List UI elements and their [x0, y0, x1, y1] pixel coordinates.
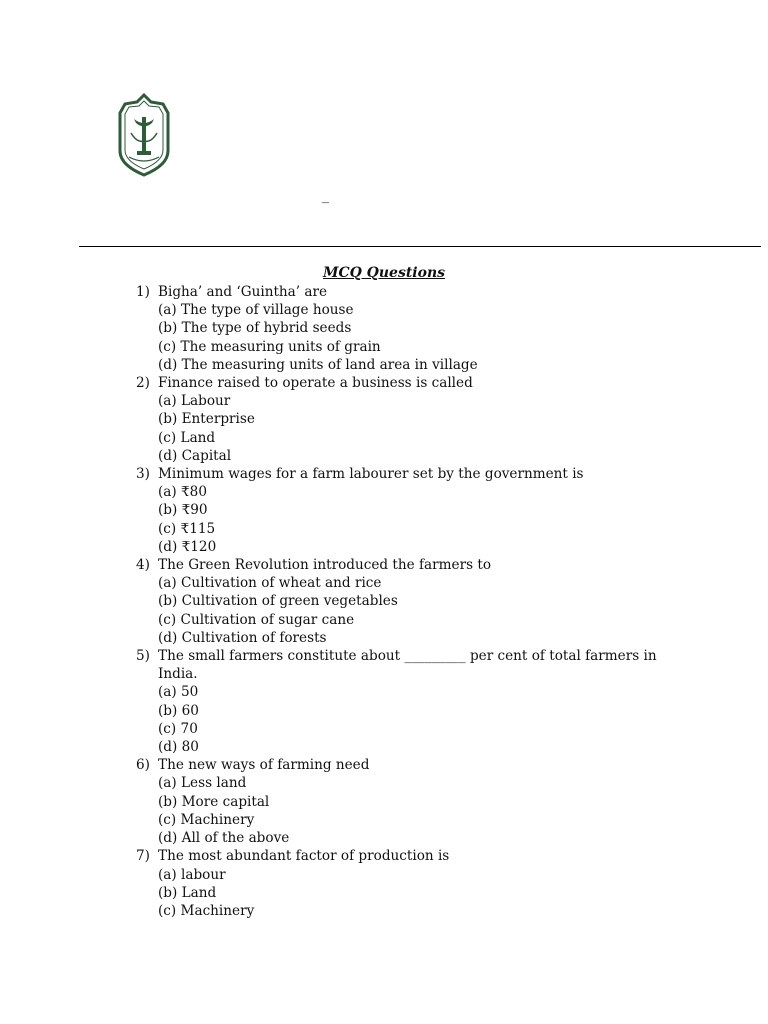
question-text: The most abundant factor of production is	[158, 848, 450, 865]
answer-option: (a) The type of village house	[158, 302, 354, 319]
answer-option: (a) Labour	[158, 393, 231, 410]
answer-option: (d) The measuring units of land area in village	[158, 356, 478, 373]
answer-option: (c) Land	[158, 429, 216, 446]
answer-option: (a) labour	[158, 866, 226, 883]
answer-option: (d) Cultivation of forests	[158, 629, 327, 646]
question-item	[136, 647, 696, 756]
question-item	[136, 556, 696, 647]
answer-option: (b) ₹90	[158, 502, 208, 519]
header-underscore: _	[322, 188, 329, 204]
answer-option: (b) Cultivation of green vegetables	[158, 593, 398, 610]
question-item	[136, 756, 696, 847]
answer-option: (d) 80	[158, 739, 199, 756]
question-item	[136, 374, 696, 465]
question-item	[136, 847, 696, 920]
answer-option: (c) The measuring units of grain	[158, 338, 381, 355]
answer-option: (d) ₹120	[158, 538, 217, 555]
question-number: 4)	[136, 557, 150, 574]
question-text: The Green Revolution introduced the farmers to	[158, 557, 492, 574]
question-list	[136, 283, 696, 920]
answer-option: (b) Enterprise	[158, 411, 255, 428]
answer-option: (c) Machinery	[158, 811, 255, 828]
answer-option: (c) ₹115	[158, 520, 216, 537]
question-text: Minimum wages for a farm labourer set by the government is	[158, 466, 584, 483]
question-item	[136, 465, 696, 556]
answer-option: (a) Less land	[158, 775, 247, 792]
answer-option: (c) Cultivation of sugar cane	[158, 611, 355, 628]
question-number: 1)	[136, 284, 150, 300]
answer-option: (c) 70	[158, 720, 198, 737]
question-text: The new ways of farming need	[158, 757, 370, 774]
answer-option: (b) The type of hybrid seeds	[158, 320, 352, 337]
answer-option: (d) All of the above	[158, 830, 290, 847]
question-number: 5)	[136, 648, 150, 665]
question-number: 7)	[136, 848, 150, 865]
question-number: 6)	[136, 757, 150, 774]
question-number: 3)	[136, 466, 150, 483]
page-title: MCQ Questions	[322, 265, 446, 281]
question-text: The small farmers constitute about _________ per cent of total farmers in India.	[158, 648, 657, 683]
answer-option: (a) ₹80	[158, 484, 207, 501]
answer-option: (c) Machinery	[158, 902, 255, 919]
answer-option: (d) Capital	[158, 447, 232, 464]
answer-option: (b) More capital	[158, 793, 270, 810]
school-crest-logo	[117, 93, 171, 177]
question-text: Finance raised to operate a business is called	[158, 375, 473, 392]
question-text: Bigha’ and ‘Guintha’ are	[158, 284, 328, 300]
answer-option: (a) 50	[158, 684, 199, 701]
answer-option: (b) 60	[158, 702, 199, 719]
answer-option: (b) Land	[158, 884, 217, 901]
question-number: 2)	[136, 375, 150, 392]
question-item	[136, 283, 696, 374]
header-divider	[79, 246, 761, 247]
answer-option: (a) Cultivation of wheat and rice	[158, 575, 382, 592]
